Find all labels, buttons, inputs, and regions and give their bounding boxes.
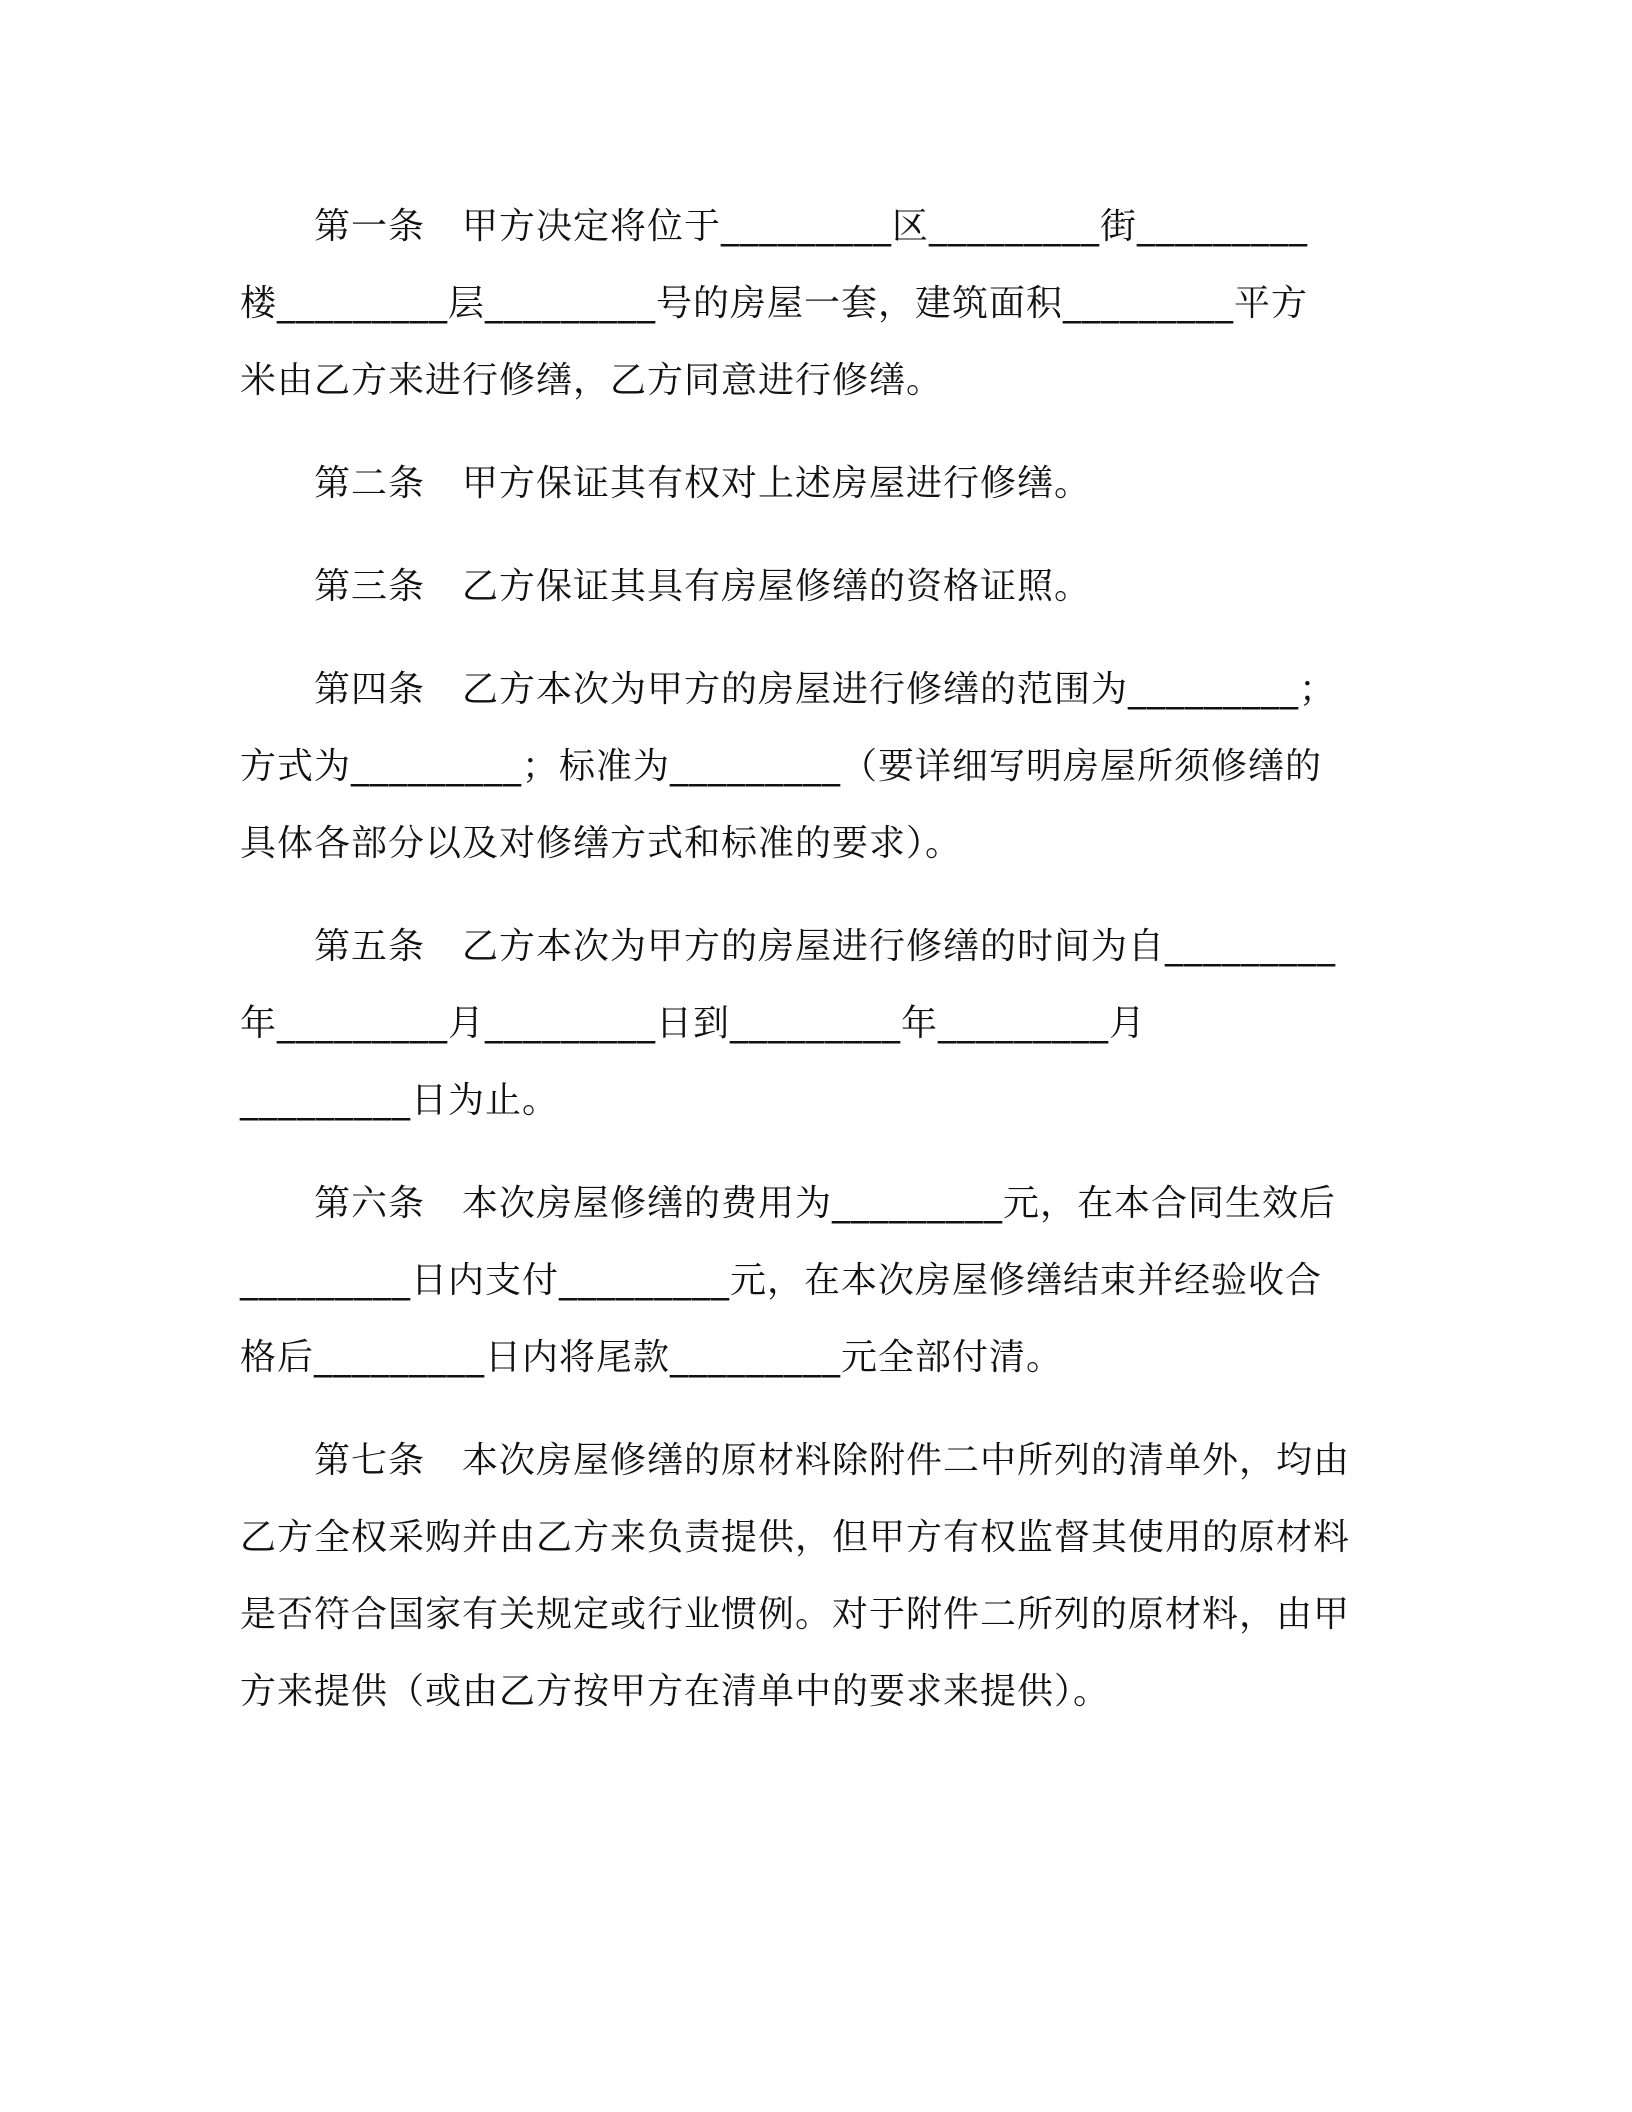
clause-line: _________日为止。 — [240, 1080, 560, 1121]
clause-2 — [240, 445, 1360, 522]
clause-line: 楼_________层_________号的房屋一套，建筑面积_________平方 — [240, 283, 1309, 324]
clause-line: 第一条 甲方决定将位于_________区_________街_________ — [314, 206, 1309, 247]
clause-line: 米由乙方来进行修缮，乙方同意进行修缮。 — [240, 360, 944, 401]
clause-line: 方式为_________；标准为_________（要详细写明房屋所须修缮的 — [240, 746, 1323, 787]
clause-line: 第七条 本次房屋修缮的原材料除附件二中所列的清单外，均由 — [314, 1440, 1351, 1481]
clause-1 — [240, 188, 1360, 419]
clause-line: 第五条 乙方本次为甲方的房屋进行修缮的时间为自_________ — [314, 926, 1337, 967]
clause-line: 第三条 乙方保证其具有房屋修缮的资格证照。 — [314, 566, 1092, 607]
clause-6 — [240, 1165, 1360, 1396]
clause-line: 具体各部分以及对修缮方式和标准的要求）。 — [240, 823, 963, 864]
clause-line: 方来提供（或由乙方按甲方在清单中的要求来提供）。 — [240, 1671, 1111, 1712]
clause-line: 是否符合国家有关规定或行业惯例。对于附件二所列的原材料，由甲 — [240, 1594, 1351, 1635]
document-page — [240, 188, 1360, 1756]
clause-3 — [240, 548, 1360, 625]
clause-line: 第六条 本次房屋修缮的费用为_________元，在本合同生效后 — [314, 1183, 1337, 1224]
clause-line: _________日内支付_________元，在本次房屋修缮结束并经验收合 — [240, 1260, 1323, 1301]
clause-line: 第四条 乙方本次为甲方的房屋进行修缮的范围为_________； — [314, 669, 1337, 710]
clause-line: 乙方全权采购并由乙方来负责提供，但甲方有权监督其使用的原材料 — [240, 1517, 1351, 1558]
clause-4 — [240, 651, 1360, 882]
clause-5 — [240, 908, 1360, 1139]
clause-line: 格后_________日内将尾款_________元全部付清。 — [240, 1337, 1064, 1378]
clause-line: 年_________月_________日到_________年_________月 — [240, 1003, 1147, 1044]
clause-7 — [240, 1422, 1360, 1730]
clause-line: 第二条 甲方保证其有权对上述房屋进行修缮。 — [314, 463, 1092, 504]
